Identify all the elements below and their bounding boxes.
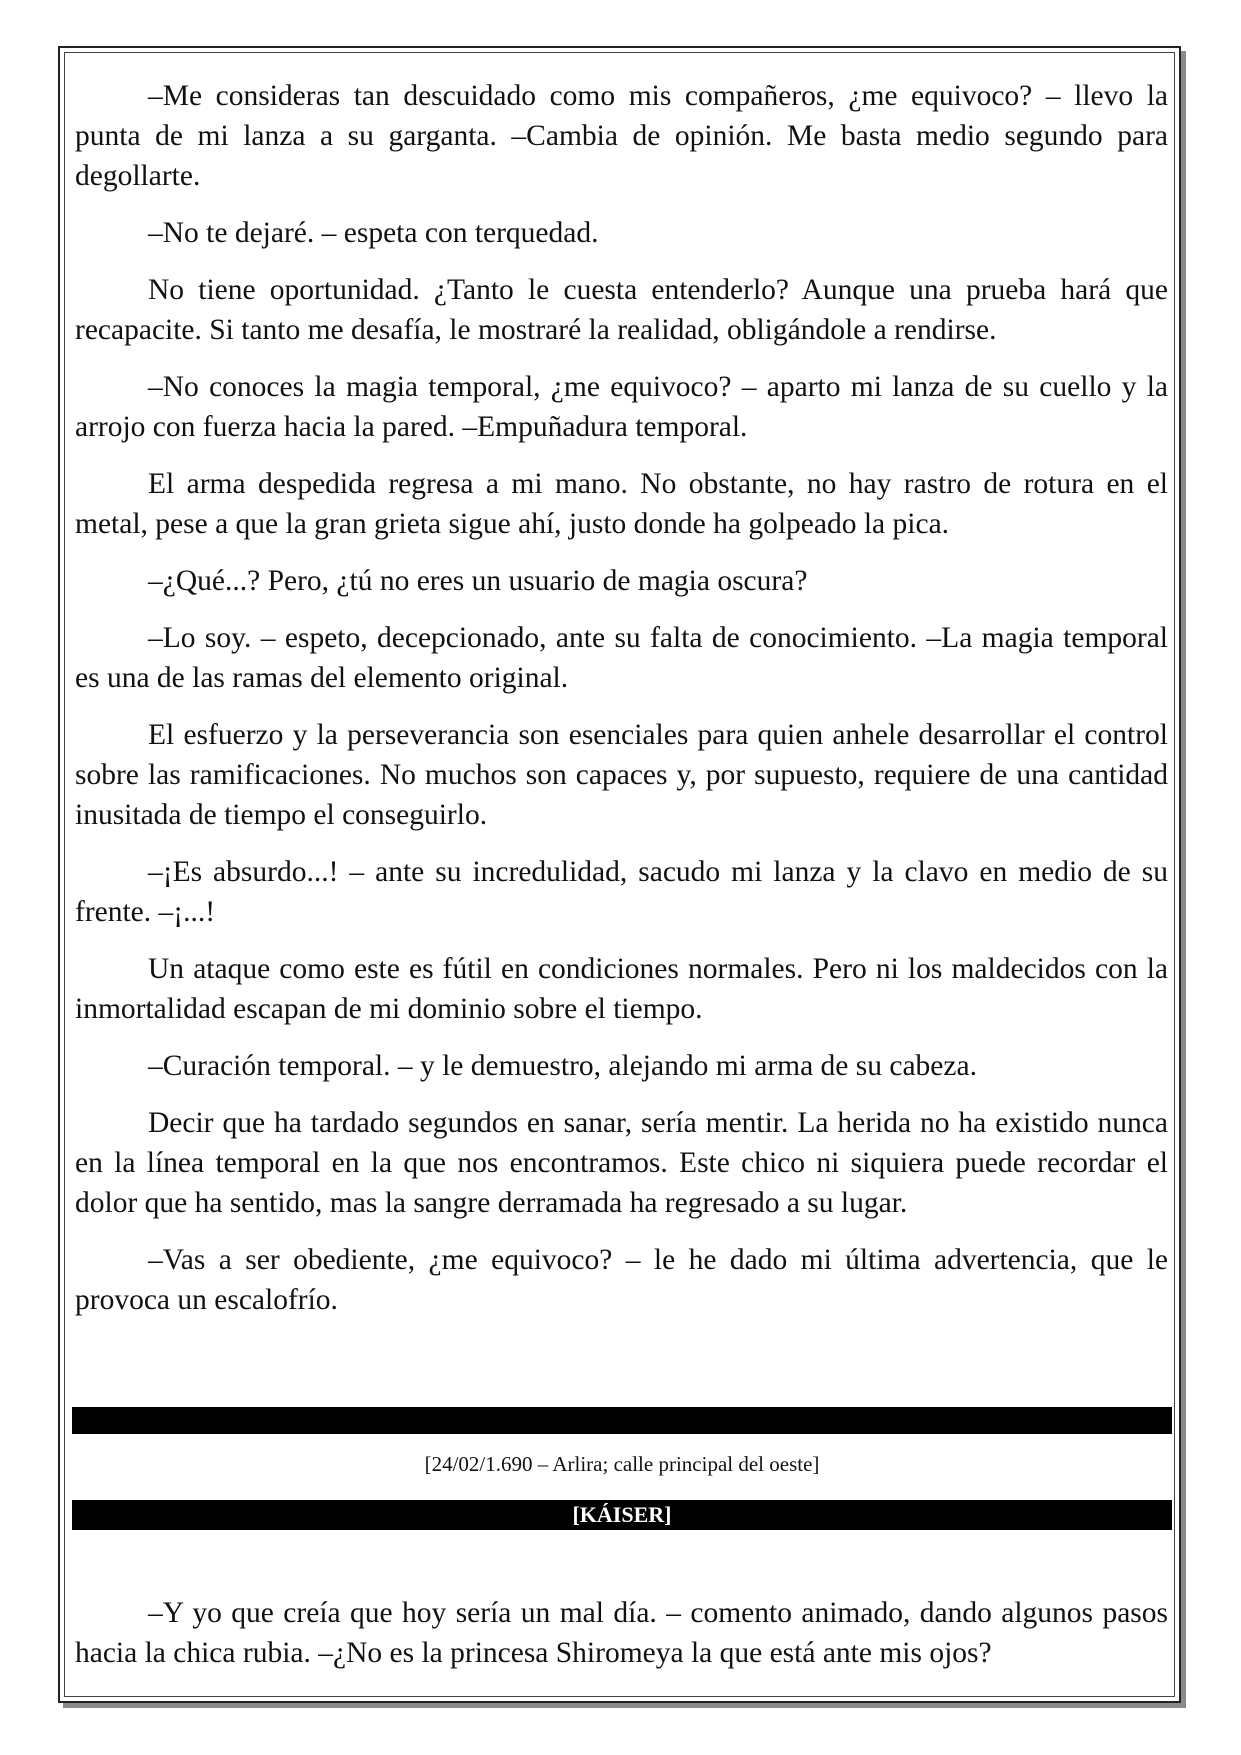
- paragraph: El esfuerzo y la perseverancia son esenciales para quien anhele desarrollar el control sobre las ramificaciones. No muchos son capaces y, por supuesto, requiere de una cantidad inusitada de tiempo el conseguirlo.: [75, 719, 1168, 831]
- paragraph: –Me consideras tan descuidado como mis compañeros, ¿me equivoco? – llevo la punta de mi lanza a su garganta. –Cambia de opinión. Me basta medio segundo para degollarte.: [75, 80, 1168, 192]
- body-text: [75, 76, 1168, 1337]
- paragraph: –No te dejaré. – espeta con terquedad.: [148, 217, 599, 249]
- character-label-bar: [KÁISER]: [72, 1500, 1172, 1530]
- paragraph: –Vas a ser obediente, ¿me equivoco? – le he dado mi última advertencia, que le provoca un escalofrío.: [75, 1244, 1168, 1316]
- paragraph: No tiene oportunidad. ¿Tanto le cuesta entenderlo? Aunque una prueba hará que recapacite. Si tanto me desafía, le mostraré la realidad, obligándole a rendirse.: [75, 274, 1168, 346]
- paragraph: –Curación temporal. – y le demuestro, alejando mi arma de su cabeza.: [148, 1050, 977, 1082]
- paragraph: –Lo soy. – espeto, decepcionado, ante su falta de conocimiento. –La magia temporal es una de las ramas del elemento original.: [75, 622, 1168, 694]
- paragraph: El arma despedida regresa a mi mano. No obstante, no hay rastro de rotura en el metal, pese a que la gran grieta sigue ahí, justo donde ha golpeado la pica.: [75, 468, 1168, 540]
- paragraph: –No conoces la magia temporal, ¿me equivoco? – aparto mi lanza de su cuello y la arrojo con fuerza hacia la pared. –Empuñadura temporal.: [75, 371, 1168, 443]
- paragraph: –Y yo que creía que hoy sería un mal día. – comento animado, dando algunos pasos hacia la chica rubia. –¿No es la princesa Shiromeya la que está ante mis ojos?: [75, 1597, 1168, 1669]
- paragraph: Un ataque como este es fútil en condiciones normales. Pero ni los maldecidos con la inmortalidad escapan de mi dominio sobre el tiempo.: [75, 953, 1168, 1025]
- paragraph: Decir que ha tardado segundos en sanar, sería mentir. La herida no ha existido nunca en la línea temporal en la que nos encontramos. Este chico ni siquiera puede recordar el dolor que ha sentido, mas la sangre derramada ha regresado a su lugar.: [75, 1107, 1168, 1219]
- body-text-after-break: [75, 1593, 1168, 1673]
- scene-divider-bar: [72, 1407, 1172, 1434]
- scene-location-line: [24/02/1.690 – Arlira; calle principal del oeste]: [424, 1452, 820, 1476]
- paragraph: –¡Es absurdo...! – ante su incredulidad, sacudo mi lanza y la clavo en medio de su frente. –¡...!: [75, 856, 1168, 928]
- paragraph: –¿Qué...? Pero, ¿tú no eres un usuario de magia oscura?: [148, 565, 808, 597]
